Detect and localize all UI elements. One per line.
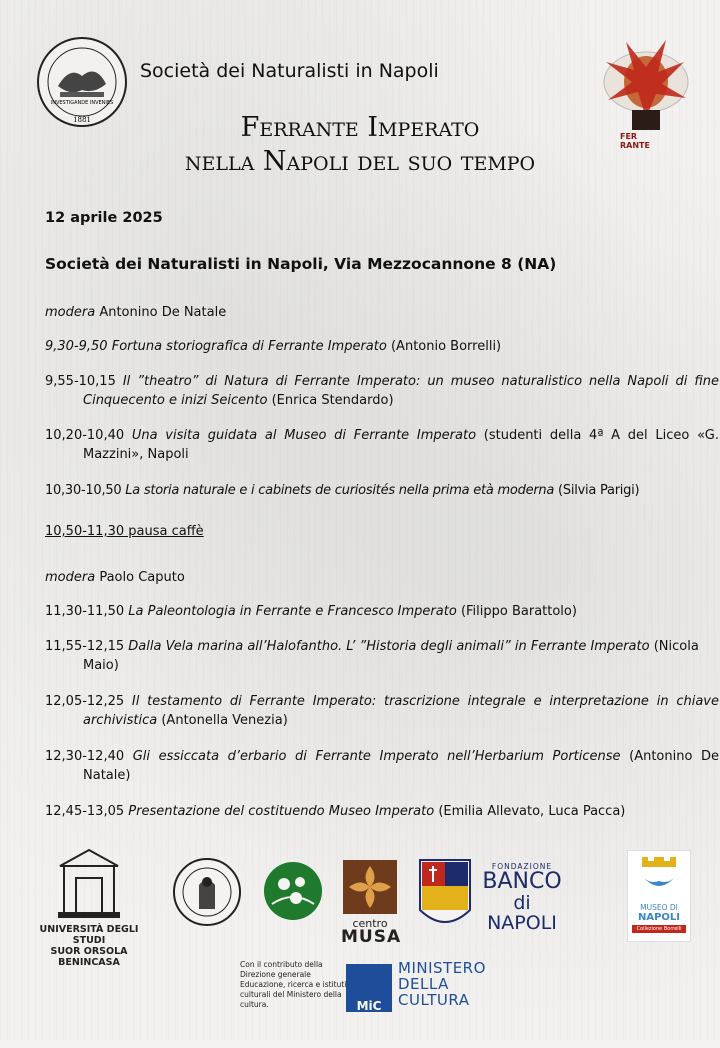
item-title: Fortuna storiografica di Ferrante Imperato — [111, 339, 387, 354]
museo-napoli-logo — [627, 850, 691, 942]
item-time: 12,30-12,40 — [45, 749, 125, 764]
society-name: Società dei Naturalisti in Napoli — [140, 60, 439, 82]
program-item-2 — [45, 372, 719, 410]
item-time: 9,30-9,50 — [45, 339, 108, 354]
item-title: Una visita guidata al Museo di Ferrante Imperato — [131, 428, 477, 443]
program-item-6 — [45, 637, 719, 675]
musa-line1: centro — [352, 917, 388, 930]
museo-line3: Collezione Borrelli — [632, 925, 686, 933]
museo-line1: MUSEO DI — [640, 903, 678, 912]
green-botanical-logo — [262, 860, 324, 926]
coffee-break: 10,50-11,30 pausa caffè — [45, 524, 204, 539]
moderator-prefix: modera — [45, 570, 96, 585]
moderator-name: Paolo Caputo — [99, 570, 185, 585]
item-title: Gli essiccata d’erbario di Ferrante Imperato nell’Herbarium Porticense — [132, 749, 621, 764]
banco-line1: FONDAZIONE — [491, 862, 553, 871]
program-item-4 — [45, 481, 681, 500]
banco-line2: BANCO — [482, 869, 562, 894]
item-time: 12,05-12,25 — [45, 694, 125, 709]
unisob-line2: SUOR ORSOLA — [50, 946, 128, 957]
item-speaker: (Antonio Borrelli) — [390, 339, 502, 354]
centro-musa-logo — [341, 860, 402, 947]
musa-line2: MUSA — [341, 927, 402, 947]
item-time: 11,30-11,50 — [45, 604, 125, 619]
program-item-5 — [45, 602, 681, 621]
program-item-3 — [45, 426, 719, 464]
musa-flower-icon — [343, 860, 397, 914]
contribution-note: Con il contributo della Direzione generale Educazione, ricerca e istituti culturali del Ministero della cultura. — [240, 960, 347, 1009]
item-time: 12,45-13,05 — [45, 804, 125, 819]
unisob-line1: UNIVERSITÀ DEGLI STUDI — [39, 924, 139, 946]
item-time: 10,20-10,40 — [45, 428, 125, 443]
banco-napoli-logo — [418, 858, 564, 934]
unisob-building-icon — [54, 846, 124, 920]
item-speaker: (Enrica Stendardo) — [271, 393, 394, 408]
item-title: Dalla Vela marina all’Halofantho. L’ ”Historia degli animali” in Ferrante Imperato — [128, 639, 650, 654]
event-date: 12 aprile 2025 — [45, 210, 163, 226]
moderator-1 — [45, 303, 681, 322]
mic-badge: MiC — [346, 964, 392, 1012]
item-title: Il testamento di Ferrante Imperato: trascrizione integrale e interpretazione in chiave archivistica — [83, 694, 719, 728]
ministero-cultura-logo — [346, 960, 496, 1014]
item-speaker: (Antonino De Natale) — [83, 749, 719, 783]
mic-line1: MINISTERO — [398, 959, 486, 977]
moderator-2 — [45, 568, 681, 587]
item-speaker: (studenti della 4ª A del Liceo «G. Mazzini», Napoli — [83, 428, 719, 462]
mic-line3: CULTURA — [398, 991, 470, 1009]
moderator-name: Antonino De Natale — [99, 305, 227, 320]
mic-line2: DELLA — [398, 975, 449, 993]
museo-crown-icon — [634, 855, 684, 899]
item-speaker: (Filippo Barattolo) — [460, 604, 577, 619]
item-time: 11,55-12,15 — [45, 639, 125, 654]
item-title: La storia naturale e i cabinets de curiosités nella prima età moderna — [125, 483, 555, 498]
program-item-8 — [45, 747, 719, 785]
item-speaker: (Silvia Parigi) — [558, 483, 640, 498]
museo-line2: NAPOLI — [637, 912, 681, 923]
event-venue: Società dei Naturalisti in Napoli, Via Mezzocannone 8 (NA) — [45, 255, 557, 273]
page-title-line1: Ferrante Imperato — [240, 112, 480, 143]
item-time: 10,30-10,50 — [45, 483, 122, 498]
portrait-label-1: FER — [620, 132, 638, 141]
banco-crest-icon — [418, 858, 472, 934]
item-title: La Paleontologia in Ferrante e Francesco Imperato — [128, 604, 457, 619]
unisob-line3: BENINCASA — [58, 957, 120, 968]
program-item-9 — [45, 802, 681, 821]
portrait-label — [620, 132, 650, 150]
portrait-label-2: RANTE — [620, 141, 650, 150]
program-item-7 — [45, 692, 719, 730]
moderator-prefix: modera — [45, 305, 96, 320]
seal-motto: INVESTIGANDE INVENIES — [50, 100, 114, 106]
banco-line3: di NAPOLI — [487, 892, 557, 934]
page-title-line2: nella Napoli del suo tempo — [184, 146, 536, 177]
item-title: Il ”theatro” di Natura di Ferrante Imperato: un museo naturalistico nella Napoli di fine Cinquecento e inizi Seicento — [83, 374, 719, 408]
unisob-logo — [30, 846, 148, 968]
program-item-1 — [45, 337, 681, 356]
item-speaker: (Nicola Maio) — [83, 639, 699, 673]
seal-year: 1881 — [73, 116, 91, 124]
item-speaker: (Emilia Allevato, Luca Pacca) — [438, 804, 626, 819]
circular-seal-logo — [172, 857, 242, 927]
item-speaker: (Antonella Venezia) — [161, 713, 288, 728]
item-title: Presentazione del costituendo Museo Imperato — [128, 804, 435, 819]
item-time: 9,55-10,15 — [45, 374, 116, 389]
